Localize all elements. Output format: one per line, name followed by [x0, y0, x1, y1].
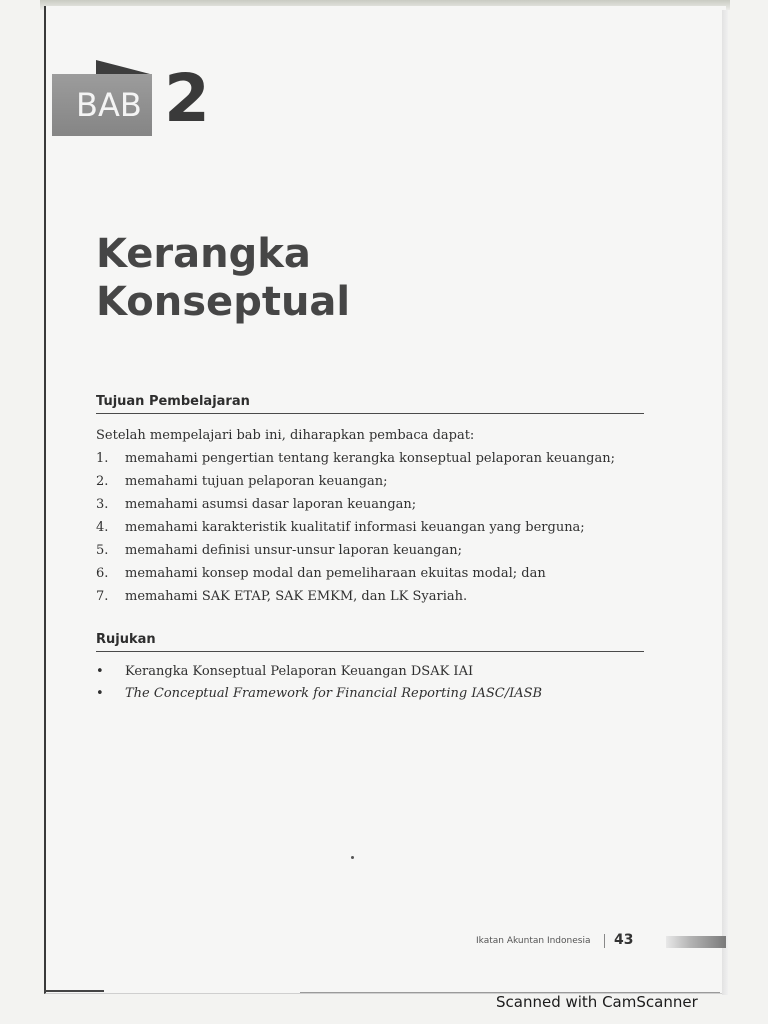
list-item	[96, 519, 615, 542]
list-item-text: memahami asumsi dasar laporan keuangan;	[125, 497, 417, 512]
scanner-watermark: Scanned with CamScanner	[496, 993, 698, 1011]
page-bottom-edge-left	[44, 990, 104, 992]
reference-text: The Conceptual Framework for Financial Reporting IASC/IASB	[125, 686, 543, 701]
list-item	[96, 588, 615, 611]
page-right-edge	[722, 10, 728, 995]
page-number: 43	[614, 932, 634, 948]
list-item-number: 7.	[96, 589, 109, 604]
bullet-icon: •	[96, 664, 104, 679]
learning-objectives-list	[96, 450, 615, 611]
list-item-text: memahami konsep modal dan pemeliharaan ekuitas modal; dan	[125, 566, 546, 581]
chapter-flag-shape	[96, 60, 150, 74]
list-item	[96, 565, 615, 588]
list-item	[96, 663, 542, 685]
list-item-number: 3.	[96, 497, 109, 512]
references-heading: Rujukan	[96, 632, 644, 652]
bullet-icon: •	[96, 686, 104, 701]
list-item	[96, 496, 615, 519]
list-item-text: memahami tujuan pelaporan keuangan;	[125, 474, 388, 489]
list-item	[96, 685, 542, 707]
list-item-number: 1.	[96, 451, 109, 466]
footer-divider	[604, 934, 605, 948]
footer-organization: Ikatan Akuntan Indonesia	[476, 936, 591, 946]
list-item-number: 5.	[96, 543, 109, 558]
chapter-title-line-2: Konseptual	[96, 279, 351, 325]
footer-gradient-bar	[666, 936, 726, 948]
list-item-number: 6.	[96, 566, 109, 581]
chapter-label: BAB	[76, 86, 142, 124]
list-item-text: memahami karakteristik kualitatif informasi keuangan yang berguna;	[125, 520, 585, 535]
list-item-number: 2.	[96, 474, 109, 489]
list-item	[96, 450, 615, 473]
list-item-text: memahami definisi unsur-unsur laporan keuangan;	[125, 543, 462, 558]
list-item-number: 4.	[96, 520, 109, 535]
list-item	[96, 542, 615, 565]
chapter-title	[96, 230, 350, 326]
learning-objectives-intro: Setelah mempelajari bab ini, diharapkan pembaca dapat:	[96, 428, 475, 443]
references-list	[96, 663, 542, 707]
list-item-text: memahami SAK ETAP, SAK EMKM, dan LK Syariah.	[125, 589, 468, 604]
chapter-number: 2	[164, 60, 210, 137]
list-item-text: memahami pengertian tentang kerangka konseptual pelaporan keuangan;	[125, 451, 616, 466]
reference-text: Kerangka Konseptual Pelaporan Keuangan DSAK IAI	[125, 664, 474, 679]
list-item	[96, 473, 615, 496]
chapter-title-line-1: Kerangka	[96, 231, 311, 277]
learning-objectives-heading: Tujuan Pembelajaran	[96, 394, 644, 414]
speck-mark	[351, 856, 354, 859]
